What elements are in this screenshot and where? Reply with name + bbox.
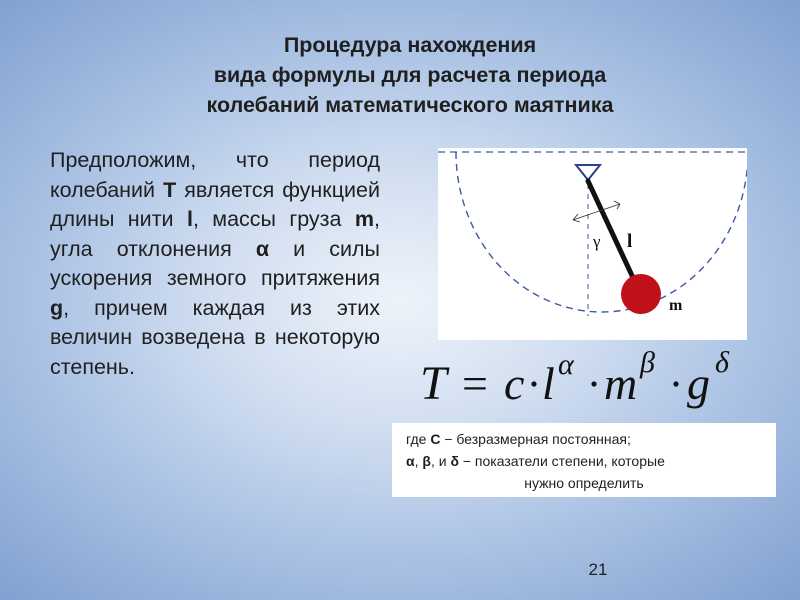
swing-arc — [456, 152, 747, 312]
page-number: 21 — [588, 560, 608, 579]
note-C: C — [430, 431, 441, 447]
formula-dot-2 — [591, 381, 596, 386]
var-T: T — [163, 177, 177, 202]
note-comma: , — [414, 453, 423, 469]
formula-svg — [418, 342, 768, 420]
formula-l: l — [542, 358, 555, 409]
body-paragraph-text — [50, 146, 380, 382]
var-l: l — [186, 207, 193, 231]
note-line2-rest: − показатели степени, которые — [458, 453, 665, 469]
var-g: g — [50, 295, 64, 320]
body-text-1: Предположим, что период колебаний — [50, 148, 380, 202]
formula-delta: δ — [715, 346, 729, 379]
pivot-icon — [576, 165, 600, 180]
formula-c: c — [504, 358, 525, 409]
pendulum-figure — [438, 148, 747, 340]
formula-dot-3 — [673, 381, 678, 386]
body-text-2: является функцией длины нити — [50, 177, 380, 231]
formula-dot-1 — [531, 381, 536, 386]
body-text-4: , угла отклонения — [50, 207, 380, 261]
formula-equals: = — [462, 358, 488, 409]
note-delta: δ — [450, 453, 459, 469]
angle-arc — [573, 204, 620, 220]
angle-label: γ — [593, 232, 601, 251]
body-text-5: и силы ускорения земного притяжения — [50, 236, 380, 290]
formula-g: g — [687, 358, 710, 409]
title-line-1: Процедура нахождения — [283, 33, 537, 57]
pendulum-diagram — [438, 148, 747, 340]
body-paragraph — [50, 146, 380, 382]
note-line-1 — [398, 428, 770, 450]
formula-alpha: α — [558, 348, 574, 381]
formula-T: T — [420, 357, 447, 410]
formula-m: m — [604, 358, 638, 409]
slide-title — [80, 30, 740, 120]
var-m: m — [354, 207, 375, 231]
body-text-6: , причем каждая из этих величин возведена в некоторую степень. — [50, 295, 380, 379]
note-alpha: α — [406, 453, 415, 469]
mass-label: m — [669, 297, 683, 314]
pendulum-bob — [621, 274, 661, 314]
note-beta: β — [422, 453, 431, 469]
title-line-2: вида формулы для расчета периода — [213, 63, 607, 87]
var-alpha: α — [255, 236, 270, 261]
note-line-3: нужно определить — [524, 475, 644, 491]
length-label: l — [627, 231, 633, 252]
body-text-3: , массы груза — [192, 207, 355, 231]
formula-beta: β — [640, 346, 655, 379]
formula-note — [392, 423, 776, 497]
note-line1-rest: − безразмерная постоянная; — [440, 431, 631, 447]
title-line-3: колебаний математического маятника — [206, 93, 614, 117]
note-line-2 — [398, 450, 770, 472]
note-and: , и — [430, 453, 451, 469]
period-formula — [418, 342, 768, 420]
note-prefix: где — [406, 431, 431, 447]
